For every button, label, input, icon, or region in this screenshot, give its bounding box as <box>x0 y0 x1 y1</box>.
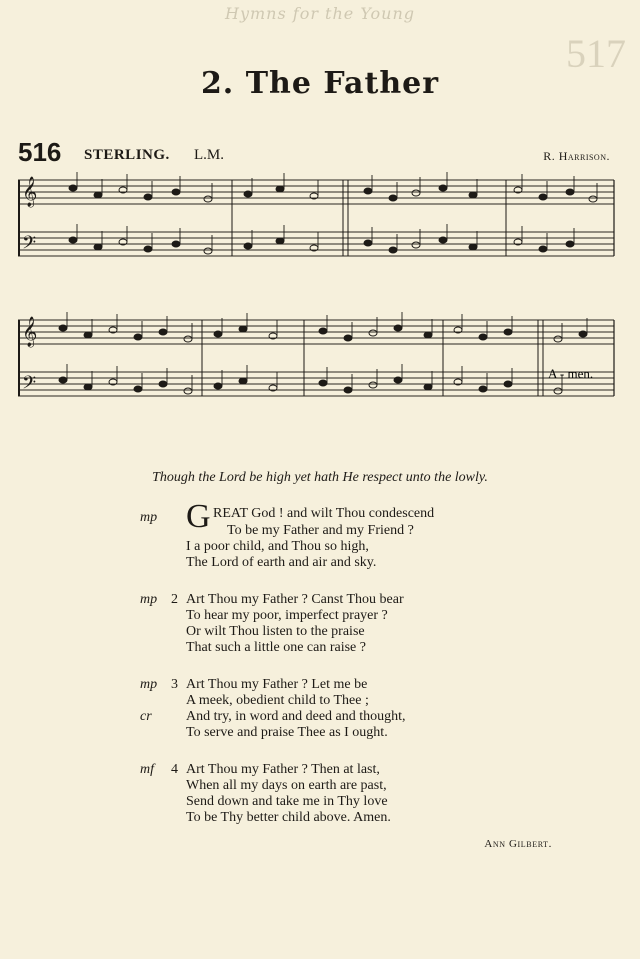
note-head <box>364 188 372 194</box>
author-credit: Ann Gilbert. <box>484 838 552 850</box>
verse-number: 2 <box>171 592 178 607</box>
note-head <box>319 380 327 386</box>
verse-line: And try, in word and deed and thought, <box>186 709 406 724</box>
verse-line: Send down and take me in Thy love <box>186 794 388 809</box>
note-head <box>424 332 432 338</box>
note-head <box>504 329 512 335</box>
note-head <box>204 196 212 202</box>
hymn-number: 516 <box>18 137 62 167</box>
music-score <box>18 170 618 440</box>
verse-number: 3 <box>171 677 178 692</box>
epigraph: Though the Lord be high yet hath He respect unto the lowly. <box>152 470 488 485</box>
note-head <box>59 377 67 383</box>
note-head <box>389 247 397 253</box>
verse-line: The Lord of earth and air and sky. <box>186 555 377 570</box>
note-head <box>84 332 92 338</box>
bass-clef-icon: 𝄢 <box>22 373 37 398</box>
verse-line: REAT God ! and wilt Thou condescend <box>213 506 435 521</box>
verse-line: Or wilt Thou listen to the praise <box>186 624 365 639</box>
verse-line: To hear my poor, imperfect prayer ? <box>186 608 388 623</box>
note-head <box>59 325 67 331</box>
note-head <box>554 336 562 342</box>
treble-clef-icon: 𝄞 <box>22 177 38 207</box>
verse-line: Art Thou my Father ? Canst Thou bear <box>186 592 404 607</box>
note-head <box>94 192 102 198</box>
verse-line: To be my Father and my Friend ? <box>227 523 414 538</box>
note-head <box>184 388 192 394</box>
verse-line: A meek, obedient child to Thee ; <box>186 693 369 708</box>
verse-line: Art Thou my Father ? Then at last, <box>186 762 380 777</box>
note-head <box>239 378 247 384</box>
note-head <box>479 334 487 340</box>
note-head <box>394 325 402 331</box>
note-head <box>214 383 222 389</box>
section-number: 2. <box>200 66 235 101</box>
verse-line: To be Thy better child above. Amen. <box>186 810 391 825</box>
drop-cap: G <box>186 498 211 535</box>
verse-line: When all my days on earth are past, <box>186 778 387 793</box>
note-head <box>319 328 327 334</box>
note-head <box>439 185 447 191</box>
note-head <box>566 241 574 247</box>
note-head <box>369 382 377 388</box>
dynamic-mark: mp <box>140 677 158 692</box>
note-head <box>244 191 252 197</box>
note-head <box>424 384 432 390</box>
note-head <box>69 237 77 243</box>
ghost-number: 517 <box>566 31 626 76</box>
note-head <box>389 195 397 201</box>
note-head <box>84 384 92 390</box>
dynamic-mark: mp <box>140 592 158 607</box>
section-title <box>0 66 640 101</box>
dynamic-mark: mf <box>140 762 154 777</box>
note-head <box>469 192 477 198</box>
note-head <box>589 196 597 202</box>
note-head <box>94 244 102 250</box>
note-head <box>539 246 547 252</box>
note-head <box>276 186 284 192</box>
note-head <box>69 185 77 191</box>
note-head <box>244 243 252 249</box>
note-head <box>204 248 212 254</box>
note-head <box>159 329 167 335</box>
note-head <box>364 240 372 246</box>
note-head <box>504 381 512 387</box>
verse-line: I a poor child, and Thou so high, <box>186 539 369 554</box>
verse-number: 4 <box>171 762 178 777</box>
bass-clef-icon: 𝄢 <box>22 233 37 258</box>
verse-line: To serve and praise Thee as I ought. <box>186 725 388 740</box>
note-head <box>184 336 192 342</box>
treble-clef-icon: 𝄞 <box>22 317 38 347</box>
note-head <box>134 386 142 392</box>
note-head <box>159 381 167 387</box>
note-head <box>539 194 547 200</box>
note-head <box>276 238 284 244</box>
note-head <box>554 388 562 394</box>
composer: R. Harrison. <box>543 149 610 163</box>
verse-line: That such a little one can raise ? <box>186 640 366 655</box>
note-head <box>172 241 180 247</box>
note-head <box>172 189 180 195</box>
staff-systems <box>18 172 614 398</box>
tune-name: STERLING. <box>84 147 170 163</box>
note-head <box>469 244 477 250</box>
note-head <box>239 326 247 332</box>
dynamic-mark: mp <box>140 510 158 525</box>
note-head <box>412 190 420 196</box>
verse-line: Art Thou my Father ? Let me be <box>186 677 368 692</box>
note-head <box>566 189 574 195</box>
section-heading: The Father <box>245 66 440 101</box>
dynamic-mark-crescendo: cr <box>140 709 152 724</box>
note-head <box>412 242 420 248</box>
note-head <box>214 331 222 337</box>
note-head <box>344 335 352 341</box>
note-head <box>134 334 142 340</box>
note-head <box>344 387 352 393</box>
meter: L.M. <box>194 147 224 163</box>
note-head <box>579 331 587 337</box>
note-head <box>144 246 152 252</box>
note-head <box>144 194 152 200</box>
note-head <box>394 377 402 383</box>
note-head <box>369 330 377 336</box>
note-head <box>439 237 447 243</box>
ghost-header: Hymns for the Young <box>225 4 415 23</box>
note-head <box>479 386 487 392</box>
hymn-header <box>18 137 614 171</box>
amen-lyric: A - men. <box>548 366 594 381</box>
